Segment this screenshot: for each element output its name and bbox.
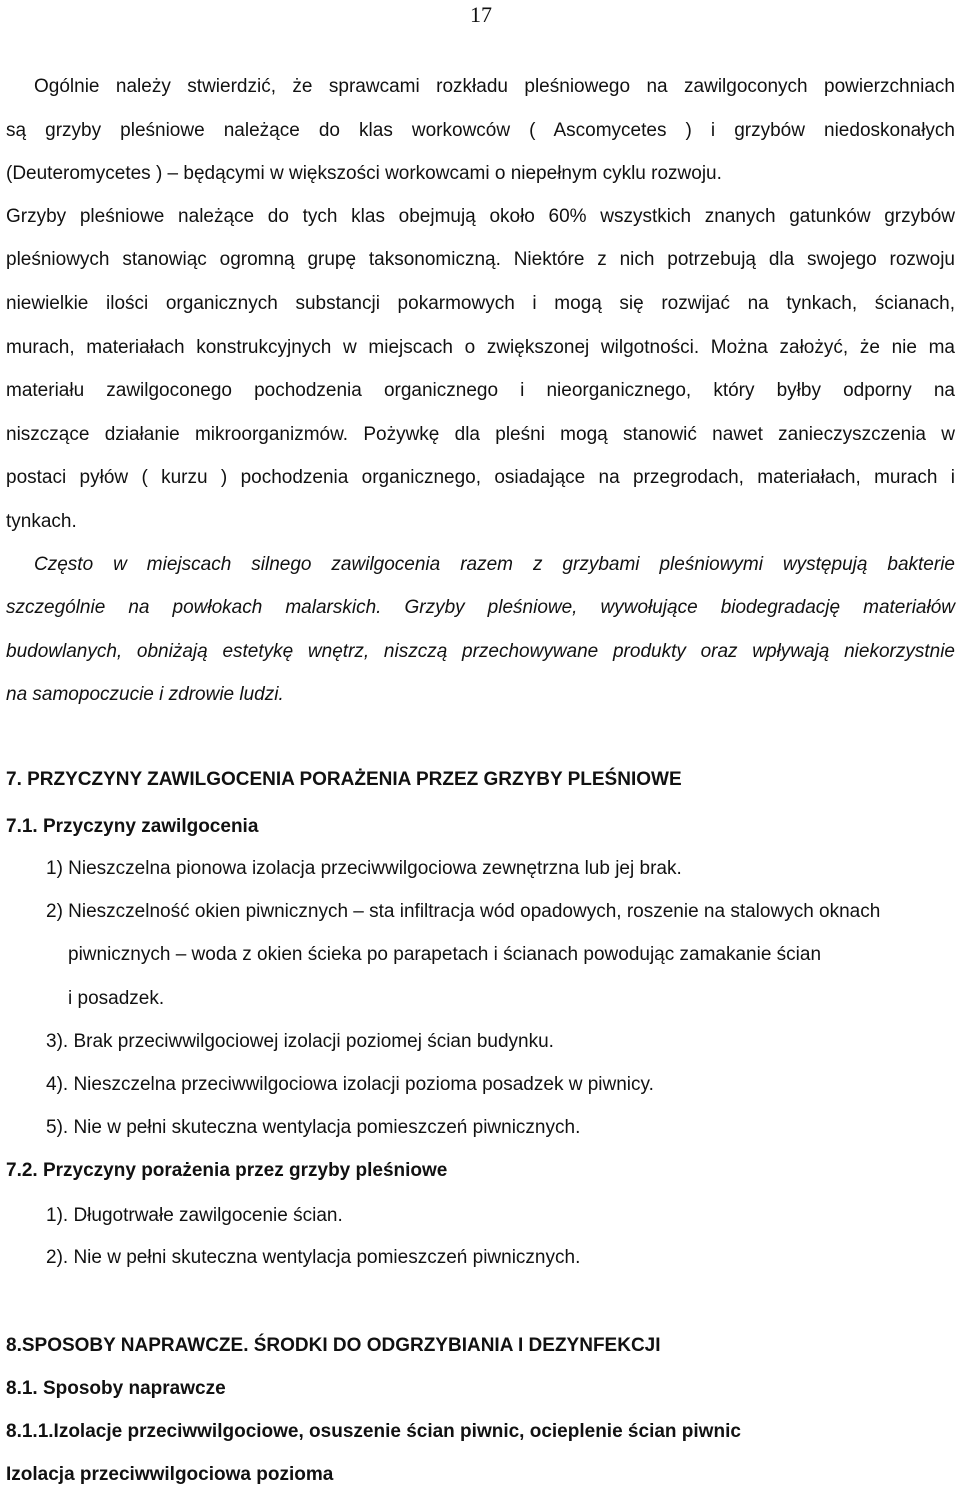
intro-line: Ogólnie należy stwierdzić, że sprawcami rozkładu pleśniowego na zawilgoconych powierzchniach bbox=[34, 76, 955, 97]
section-8-1-1-heading: 8.1.1.Izolacje przeciwwilgociowe, osuszenie ścian piwnic, ocieplenie ścian piwnic bbox=[6, 1421, 741, 1442]
section-8-1-heading: 8.1. Sposoby naprawcze bbox=[6, 1378, 226, 1399]
intro-line: murach, materiałach konstrukcyjnych w miejscach o zwiększonej wilgotności. Można założyć, że nie ma bbox=[6, 337, 955, 358]
list-item: 1). Długotrwałe zawilgocenie ścian. bbox=[46, 1205, 343, 1226]
italic-line: budowlanych, obniżają estetykę wnętrz, niszczą przechowywane produkty oraz wpływają niekorzystnie bbox=[6, 641, 955, 662]
intro-line: (Deuteromycetes ) – będącymi w większości workowcami o niepełnym cyklu rozwoju. bbox=[6, 163, 722, 184]
intro-line: Grzyby pleśniowe należące do tych klas obejmują około 60% wszystkich znanych gatunków grzybów bbox=[6, 206, 955, 227]
page-number: 17 bbox=[470, 2, 492, 27]
intro-line: są grzyby pleśniowe należące do klas workowców ( Ascomycetes ) i grzybów niedoskonałych bbox=[6, 120, 955, 141]
list-item-continuation: i posadzek. bbox=[68, 988, 165, 1009]
intro-line: postaci pyłów ( kurzu ) pochodzenia organicznego, osiadające na przegrodach, materiałach, murach i bbox=[6, 467, 955, 488]
list-item: 1) Nieszczelna pionowa izolacja przeciwwilgociowa zewnętrzna lub jej brak. bbox=[46, 858, 682, 879]
section-7-2-heading: 7.2. Przyczyny porażenia przez grzyby pleśniowe bbox=[6, 1160, 448, 1181]
intro-line: niewielkie ilości organicznych substancji pokarmowych i mogą się rozwijać na tynkach, ścianach, bbox=[6, 293, 955, 314]
section-8-heading: 8.SPOSOBY NAPRAWCZE. ŚRODKI DO ODGRZYBIANIA I DEZYNFEKCJI bbox=[6, 1335, 661, 1356]
section-heading-izolacja: Izolacja przeciwwilgociowa pozioma bbox=[6, 1464, 334, 1485]
italic-line: na samopoczucie i zdrowie ludzi. bbox=[6, 684, 284, 705]
list-item: 2) Nieszczelność okien piwnicznych – sta infiltracja wód opadowych, roszenie na stalowych oknach bbox=[46, 901, 881, 922]
italic-line: szczególnie na powłokach malarskich. Grzyby pleśniowe, wywołujące biodegradację materiałów bbox=[6, 597, 955, 618]
list-item: 5). Nie w pełni skuteczna wentylacja pomieszczeń piwnicznych. bbox=[46, 1117, 581, 1138]
list-item: 4). Nieszczelna przeciwwilgociowa izolacji pozioma posadzek w piwnicy. bbox=[46, 1074, 654, 1095]
list-item-continuation: piwnicznych – woda z okien ścieka po parapetach i ścianach powodując zamakanie ścian bbox=[68, 944, 822, 965]
section-7-heading: 7. PRZYCZYNY ZAWILGOCENIA PORAŻENIA PRZEZ GRZYBY PLEŚNIOWE bbox=[6, 769, 682, 790]
section-7-1-heading: 7.1. Przyczyny zawilgocenia bbox=[6, 816, 259, 837]
intro-line: tynkach. bbox=[6, 511, 77, 532]
intro-line: materiału zawilgoconego pochodzenia organicznego i nieorganicznego, który byłby odporny na bbox=[6, 380, 955, 401]
list-item: 3). Brak przeciwwilgociowej izolacji poziomej ścian budynku. bbox=[46, 1031, 554, 1052]
intro-line: pleśniowych stanowiąc ogromną grupę taksonomiczną. Niektóre z nich potrzebują dla swojego rozwoju bbox=[6, 249, 955, 270]
list-item: 2). Nie w pełni skuteczna wentylacja pomieszczeń piwnicznych. bbox=[46, 1247, 581, 1268]
intro-line: niszczące działanie mikroorganizmów. Pożywkę dla pleśni mogą stanowić nawet zanieczyszczenia w bbox=[6, 424, 955, 445]
italic-line: Często w miejscach silnego zawilgocenia razem z grzybami pleśniowymi występują bakterie bbox=[34, 554, 955, 575]
